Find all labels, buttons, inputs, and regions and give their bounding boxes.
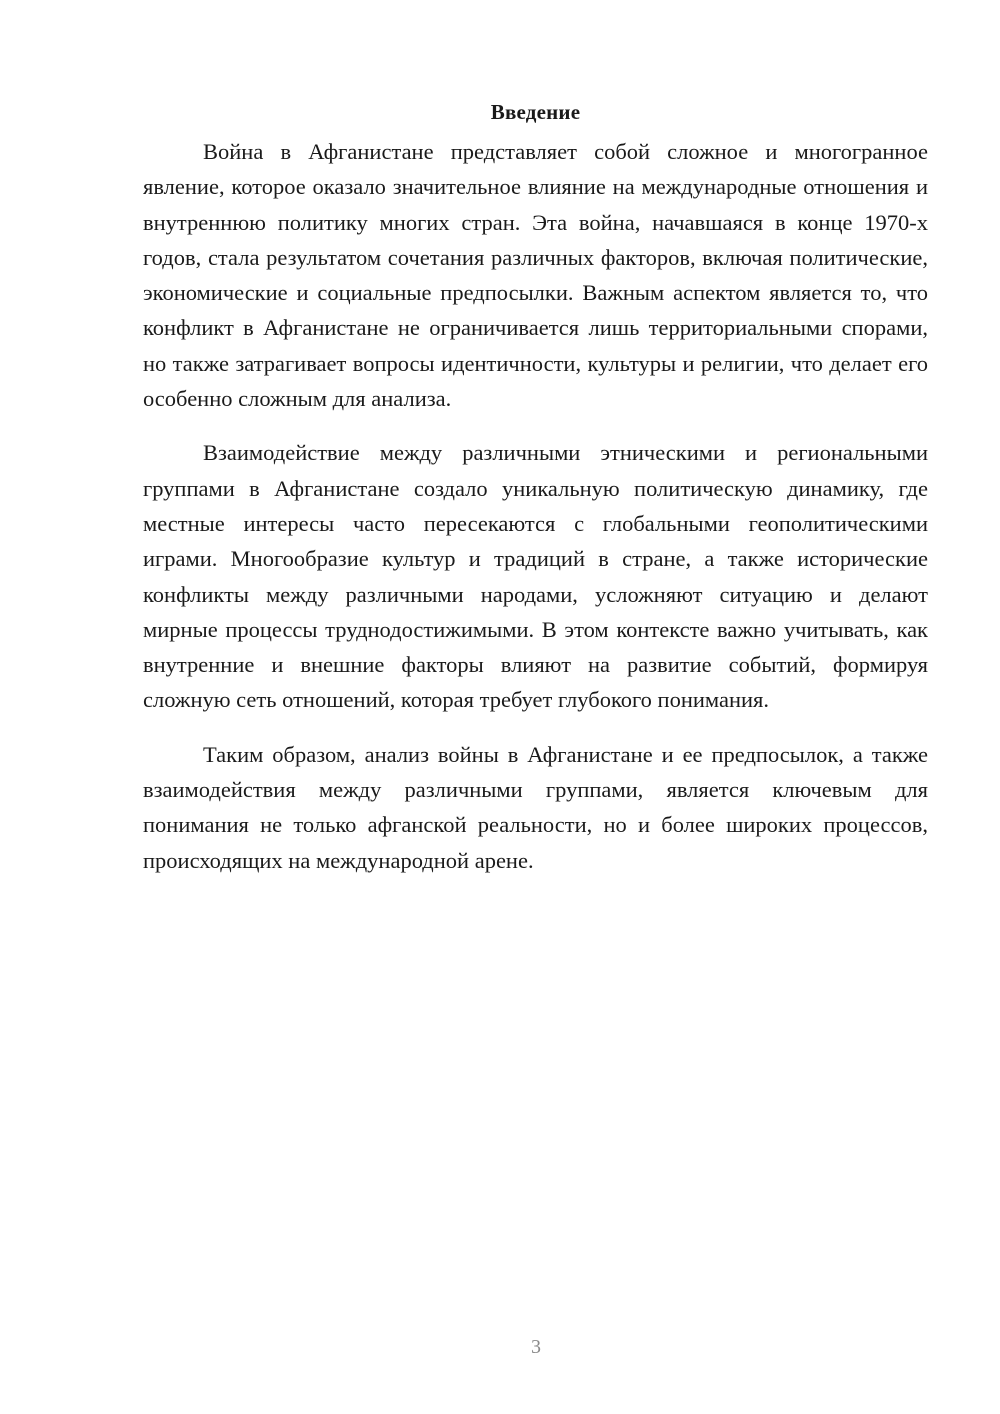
paragraph-2: Взаимодействие между различными этническими и региональными группами в Афганистане создало уникальную политическую динамику, где местные интересы часто пересекаются с глобальными геополитическими играми. Многообразие культур и традиций в стране, а также исторические конфликты между различными народами, усложняют ситуацию и делают мирные процессы труднодостижимыми. В этом контексте важно учитывать, как внутренние и внешние факторы влияют на развитие событий, формируя сложную сеть отношений, которая требует глубокого понимания. bbox=[143, 440, 928, 713]
page-content bbox=[143, 98, 928, 897]
page-number: 3 bbox=[531, 1336, 541, 1358]
paragraph-1: Война в Афганистане представляет собой сложное и многогранное явление, которое оказало значительное влияние на международные отношения и внутреннюю политику многих стран. Эта война, начавшаяся в конце 1970-х годов, стала результатом сочетания различных факторов, включая политические, экономические и социальные предпосылки. Важным аспектом является то, что конфликт в Афганистане не ограничивается лишь территориальными спорами, но также затрагивает вопросы идентичности, культуры и религии, что делает его особенно сложным для анализа. bbox=[143, 139, 928, 412]
paragraph-3: Таким образом, анализ войны в Афганистане и ее предпосылок, а также взаимодействия между различными группами, является ключевым для понимания не только афганской реальности, но и более широких процессов, происходящих на международной арене. bbox=[143, 741, 928, 873]
section-title: Введение bbox=[490, 100, 581, 124]
